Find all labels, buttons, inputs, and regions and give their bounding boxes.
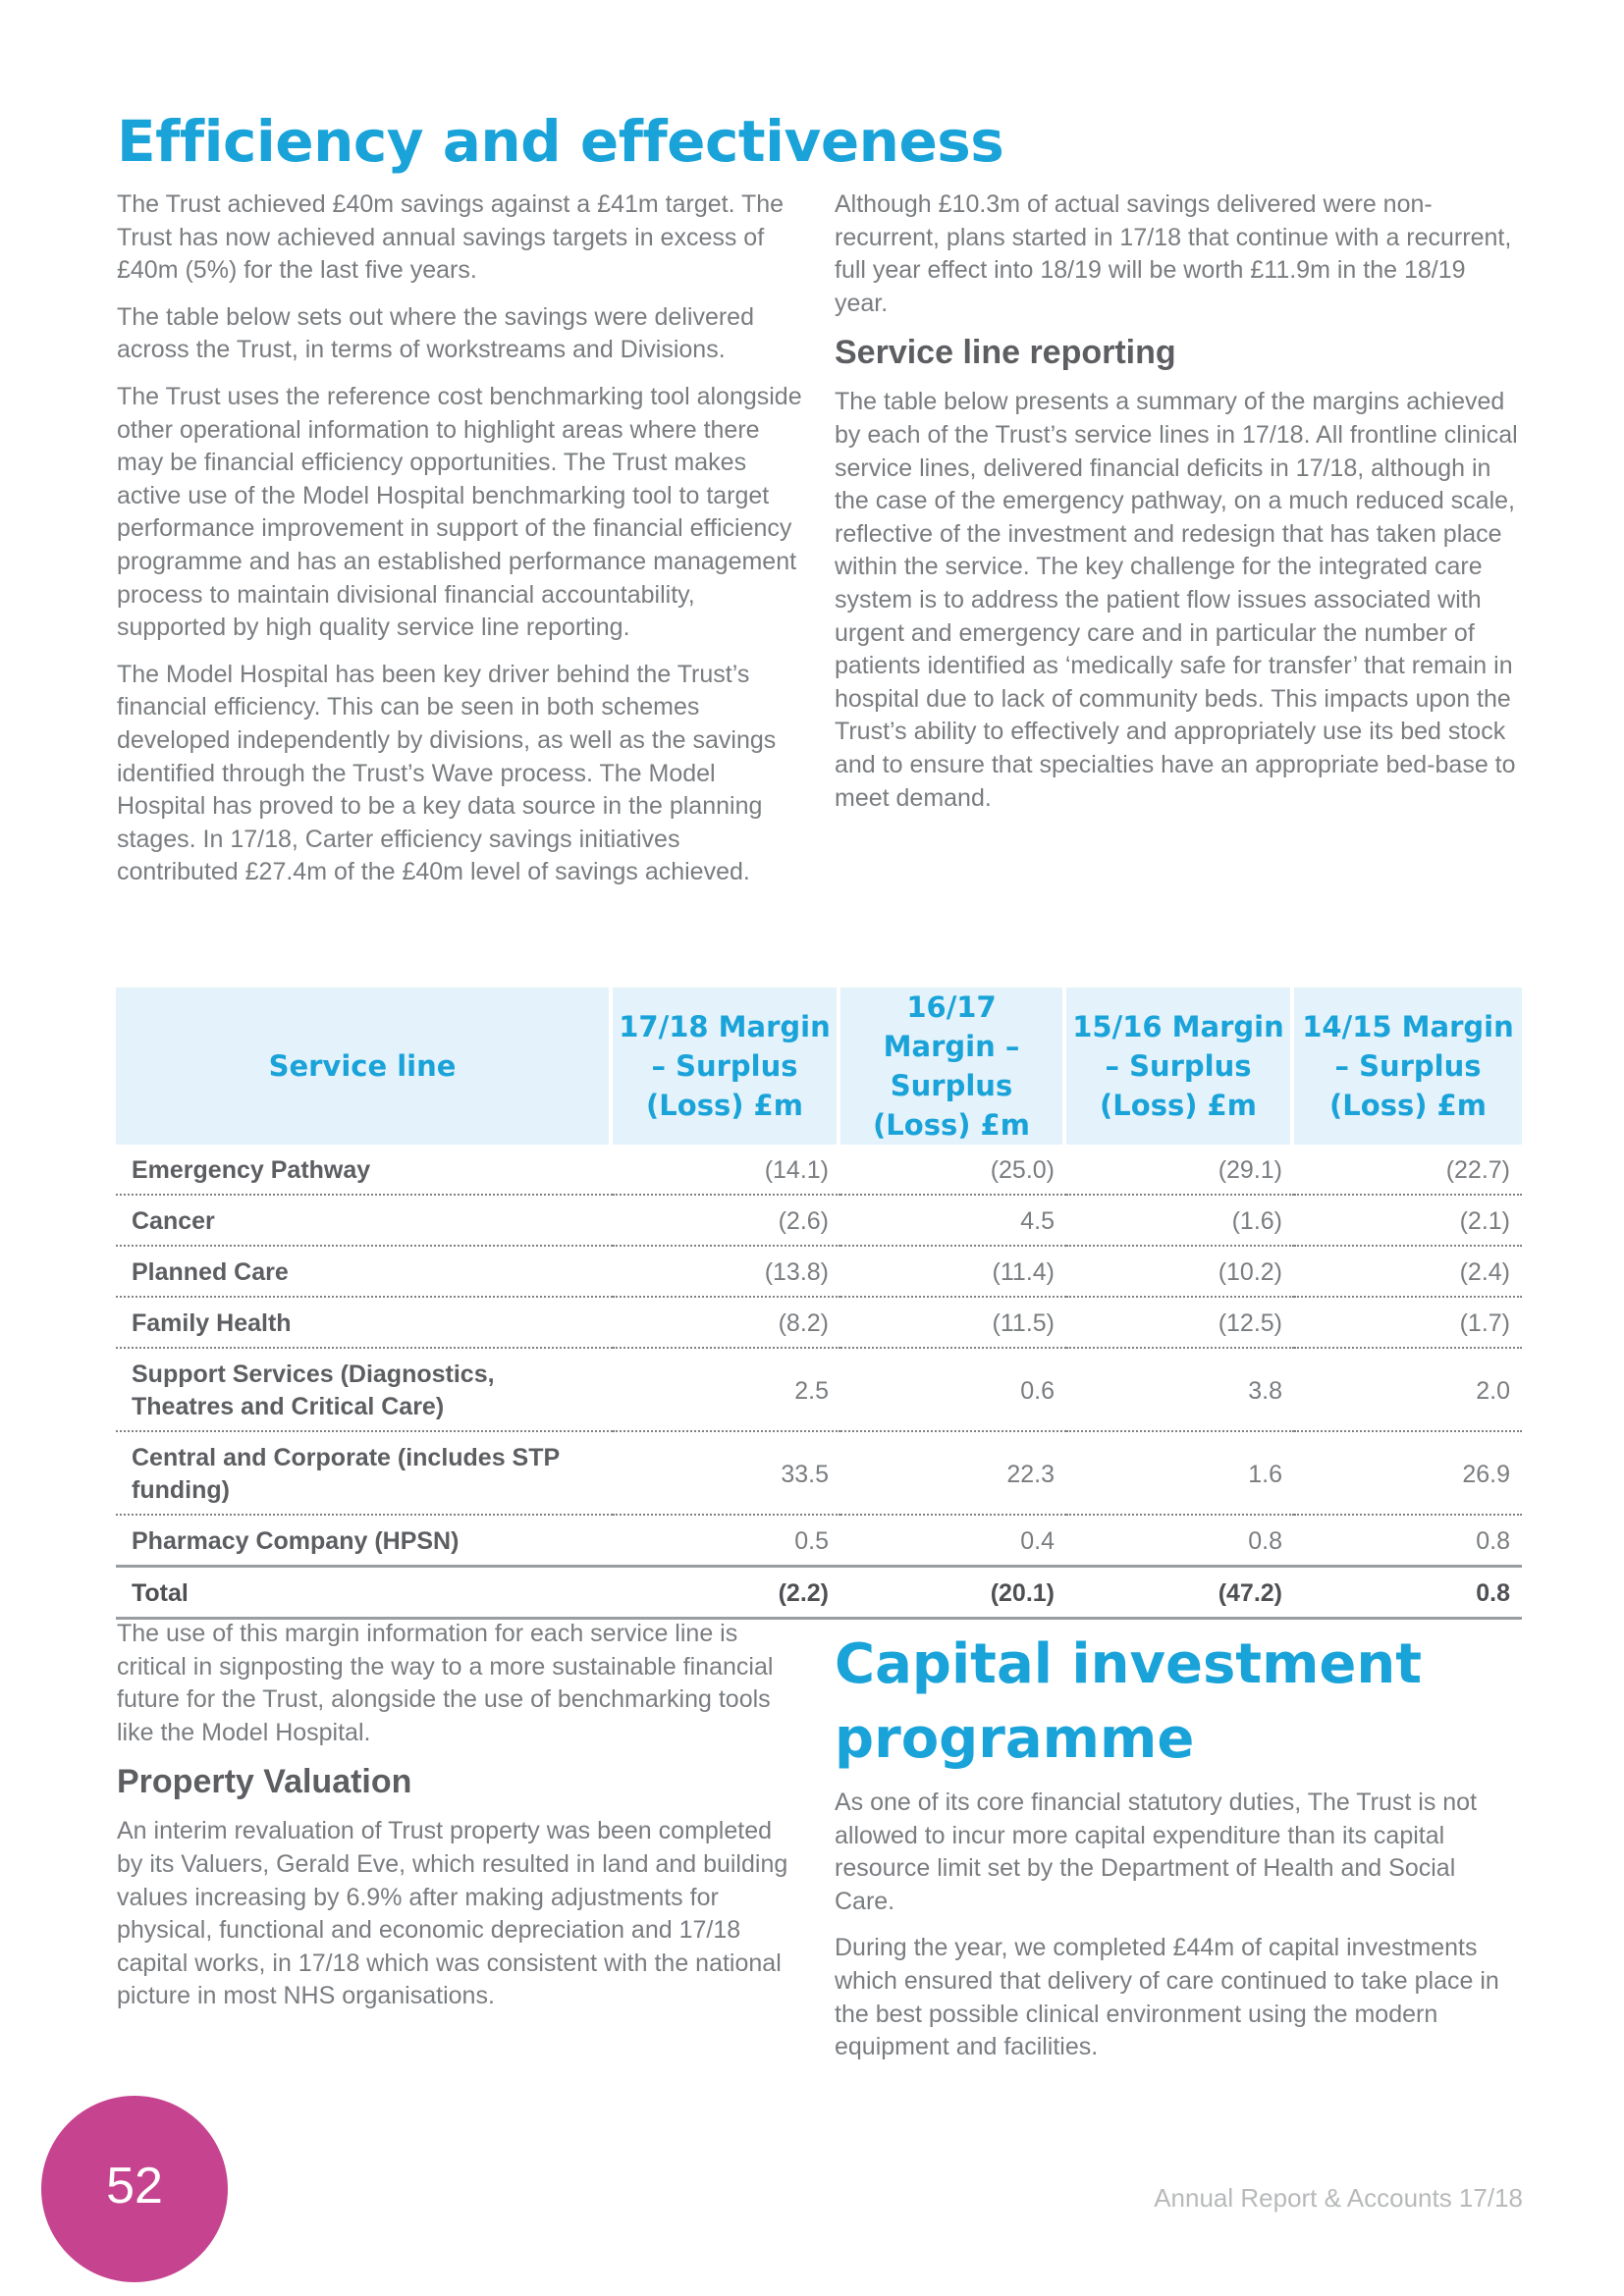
table-cell: 22.3 <box>840 1432 1066 1516</box>
paragraph: An interim revaluation of Trust property was been completed by its Valuers, Gerald Eve, which resulted in land and building values increasing by 6.9% after making adjustments for physical, functional and economic depreciation and 17/18 capital works, in 17/18 which was consistent with the national picture in most NHS organisations. <box>117 1817 788 2010</box>
table-cell: 0.5 <box>613 1516 840 1568</box>
table-cell: (2.4) <box>1294 1247 1522 1298</box>
column-header: 14/15 Margin – Surplus (Loss) £m <box>1294 988 1522 1145</box>
table-row <box>116 1247 1522 1298</box>
paragraph: During the year, we completed £44m of capital investments which ensured that delivery of care continued to take place in the best possible clinical environment using the modern equipment and facilities. <box>835 1934 1499 2061</box>
table-cell: (2.1) <box>1294 1196 1522 1247</box>
table-cell: (12.5) <box>1066 1298 1294 1349</box>
paragraph: As one of its core financial statutory duties, The Trust is not allowed to incur more capital expenditure than its capital resource limit set by the Department of Health and Social Care. <box>835 1789 1478 1915</box>
service-line-margins-table <box>116 988 1522 1620</box>
table-row <box>116 1196 1522 1247</box>
table-cell: (2.6) <box>613 1196 840 1247</box>
table-cell: (14.1) <box>613 1145 840 1196</box>
table-row <box>116 1432 1522 1516</box>
table-cell: 4.5 <box>840 1196 1066 1247</box>
page-title: Efficiency and effectiveness <box>117 108 1004 175</box>
section-heading-capital-investment: Capital investment programme <box>835 1632 1423 1771</box>
table-cell: 26.9 <box>1294 1432 1522 1516</box>
table-cell: 0.6 <box>840 1349 1066 1432</box>
lower-right-column <box>835 1628 1522 2078</box>
table-row <box>116 1516 1522 1568</box>
table-cell: 0.4 <box>840 1516 1066 1568</box>
row-label: Total <box>116 1568 613 1620</box>
table-cell: (47.2) <box>1066 1568 1294 1620</box>
row-label: Family Health <box>116 1298 613 1349</box>
table-total-row <box>116 1568 1522 1620</box>
table-row <box>116 1349 1522 1432</box>
table-cell: 2.0 <box>1294 1349 1522 1432</box>
table-cell: 0.8 <box>1294 1568 1522 1620</box>
page-number-badge <box>41 2096 228 2282</box>
footer-publication-title: Annual Report & Accounts 17/18 <box>1154 2183 1523 2213</box>
row-label: Cancer <box>116 1196 613 1247</box>
paragraph: The Model Hospital has been key driver behind the Trust’s financial efficiency. This can be seen in both schemes developed independently by divisions, as well as the savings identified through the Trust’s Wave process. The Model Hospital has proved to be a key data source in the planning stages. In 17/18, Carter efficiency savings initiatives contributed £27.4m of the £40m level of savings achieved. <box>117 660 777 886</box>
table-cell: (1.6) <box>1066 1196 1294 1247</box>
table-cell: (29.1) <box>1066 1145 1294 1196</box>
right-column <box>835 188 1522 828</box>
column-header: Service line <box>116 988 613 1145</box>
paragraph: Although £10.3m of actual savings delivered were non-recurrent, plans started in 17/18 that continue with a recurrent, full year effect into 18/19 will be worth £11.9m in the 18/19 year. <box>835 190 1512 317</box>
section-heading-property-valuation: Property Valuation <box>117 1763 412 1801</box>
table-cell: (1.7) <box>1294 1298 1522 1349</box>
paragraph: The use of this margin information for each service line is critical in signposting the way to a more sustainable financial future for the Trust, alongside the use of benchmarking tools like the Model Hospital. <box>117 1620 774 1746</box>
table-cell: (20.1) <box>840 1568 1066 1620</box>
row-label: Planned Care <box>116 1247 613 1298</box>
table-header-row <box>116 988 1522 1145</box>
table-cell: 3.8 <box>1066 1349 1294 1432</box>
paragraph: The table below presents a summary of the margins achieved by each of the Trust’s service lines in 17/18. All frontline clinical service lines, delivered financial deficits in 17/18, although in the case of the emergency pathway, on a much reduced scale, reflective of the investment and redesign that has taken place within the service. The key challenge for the integrated care system is to address the patient flow issues associated with urgent and emergency care and in particular the number of patients identified as ‘medically safe for transfer’ that remain in hospital due to lack of community beds. This impacts upon the Trust’s ability to effectively and appropriately use its bed stock and to ensure that specialties have an appropriate bed-base to meet demand. <box>835 388 1518 812</box>
paragraph: The Trust uses the reference cost benchmarking tool alongside other operational information to highlight areas where there may be financial efficiency opportunities. The Trust makes active use of the Model Hospital benchmarking tool to target performance improvement in support of the financial efficiency programme and has an established performance management process to maintain divisional financial accountability, supported by high quality service line reporting. <box>117 382 802 642</box>
column-header: 15/16 Margin – Surplus (Loss) £m <box>1066 988 1294 1145</box>
table-cell: (25.0) <box>840 1145 1066 1196</box>
left-column <box>117 188 804 903</box>
table-cell: (10.2) <box>1066 1247 1294 1298</box>
page-number: 52 <box>106 2158 163 2215</box>
table-row <box>116 1298 1522 1349</box>
table-cell: (13.8) <box>613 1247 840 1298</box>
paragraph: The Trust achieved £40m savings against a £41m target. The Trust has now achieved annual savings targets in excess of £40m (5%) for the last five years. <box>117 190 785 285</box>
row-label: Pharmacy Company (HPSN) <box>116 1516 613 1568</box>
table-cell: (2.2) <box>613 1568 840 1620</box>
row-label: Emergency Pathway <box>116 1145 613 1196</box>
table-cell: (11.5) <box>840 1298 1066 1349</box>
column-header: 16/17 Margin – Surplus (Loss) £m <box>840 988 1066 1145</box>
table-cell: (8.2) <box>613 1298 840 1349</box>
table-cell: 0.8 <box>1294 1516 1522 1568</box>
table-cell: (22.7) <box>1294 1145 1522 1196</box>
lower-left-column <box>117 1618 804 2027</box>
table-cell: 33.5 <box>613 1432 840 1516</box>
table-row <box>116 1145 1522 1196</box>
table-cell: 2.5 <box>613 1349 840 1432</box>
row-label: Support Services (Diagnostics, Theatres and Critical Care) <box>116 1349 613 1432</box>
table-cell: 0.8 <box>1066 1516 1294 1568</box>
section-heading-service-line-reporting: Service line reporting <box>835 334 1176 372</box>
table-cell: 1.6 <box>1066 1432 1294 1516</box>
row-label: Central and Corporate (includes STP funding) <box>116 1432 613 1516</box>
column-header: 17/18 Margin – Surplus (Loss) £m <box>613 988 840 1145</box>
table-cell: (11.4) <box>840 1247 1066 1298</box>
paragraph: The table below sets out where the savings were delivered across the Trust, in terms of workstreams and Divisions. <box>117 302 754 364</box>
